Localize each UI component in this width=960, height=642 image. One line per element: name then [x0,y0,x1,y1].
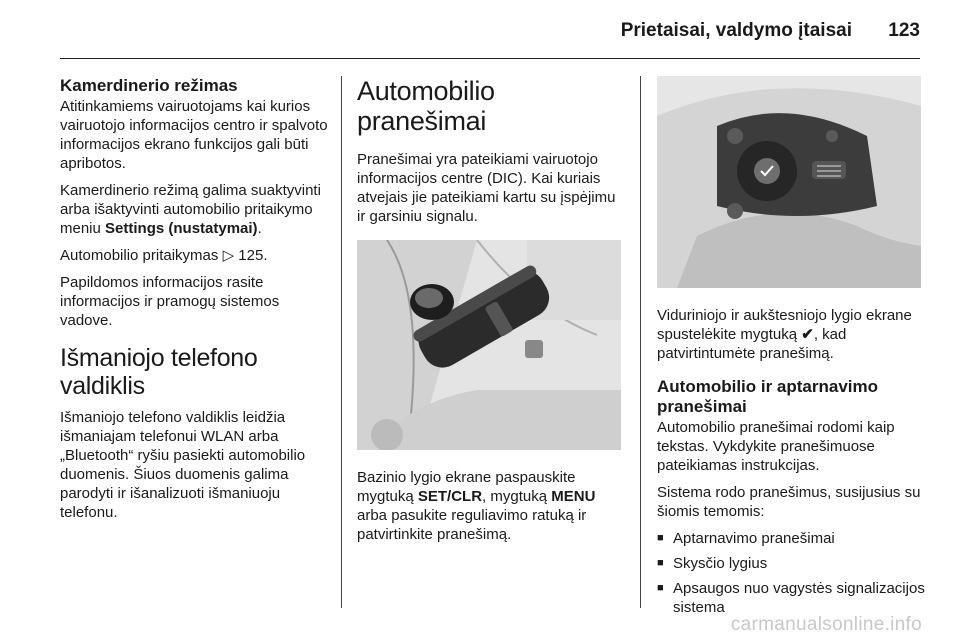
list-item: ■ Apsaugos nuo vagystės signalizacijos sistema [657,579,927,617]
page-reference: 125 [238,247,264,264]
page-header [0,0,960,60]
checkmark-icon: ✔ [801,326,814,343]
heading-vehicle-service-messages: Automobilio ir aptarnavimo pranešimai [657,377,879,416]
heading-vehicle-messages: Automobilio pranešimai [357,76,495,136]
triangle-reference-icon: ▷ [222,247,235,264]
menu-button-label: MENU [551,488,596,505]
set-clr-label: SET/CLR [417,488,483,505]
paragraph: Papildomos informacijos rasite informacijos ir pramogų sistemos vadove. [60,274,280,329]
watermark: carmanualsonline.info [730,614,922,635]
paragraph: Bazinio lygio ekrane paspauskite mygtuką SET/CLR, mygtuką MENU arba pasukite reguliavimo ratuką ir patvirtinkite pranešimą. [357,469,596,543]
header-rule [60,58,920,59]
paragraph: Atitinkamiems vairuotojams kai kurios vairuotojo informacijos centro ir spalvoto informacijos ekrano funkcijos gali būti apribotos. [60,98,328,172]
paragraph: Kamerdinerio režimą galima suaktyvinti arba išaktyvinti automobilio pritaikymo meniu Settings (nustatymai). [60,182,321,237]
paragraph: Sistema rodo pranešimus, susijusius su šiomis temomis: [657,484,921,520]
page-title: Prietaisai, valdymo įtaisai [620,20,852,41]
bullet-list [657,529,927,617]
paragraph: Automobilio pranešimai rodomi kaip tekstas. Vykdykite pranešimuose pateikiamas instrukcijas. [657,419,895,474]
column-3 [657,76,927,623]
paragraph: Pranešimai yra pateikiami vairuotojo informacijos centre (DIC). Kai kuriais atvejais jie pateikiami kartu su įspėjimu ir garsiniu signalu. [357,151,616,225]
paragraph: Automobilio pritaikymas ▷ 125. [60,247,268,264]
page-number: 123 [888,20,920,41]
paragraph: Išmaniojo telefono valdiklis leidžia išmaniajam telefonui WLAN arba „Bluetooth“ ryšiu pasiekti automobilio duomenis. Šiuos duomenis galima parodyti ir išanalizuoti išmaniuoju telefonu. [60,409,306,521]
heading-smartphone-controller: Išmaniojo telefono valdiklis [60,344,258,400]
heading-valet-mode: Kamerdinerio režimas [60,76,238,95]
list-item: ■ Aptarnavimo pranešimai [657,529,927,548]
column-2 [357,76,627,552]
steering-wheel-controls-image [657,76,921,288]
paragraph: Viduriniojo ir aukštesniojo lygio ekrane spustelėkite mygtuką ✔, kad patvirtintumėte pranešimą. [657,307,912,362]
list-item: ■ Skysčio lygius [657,554,927,573]
column-1 [60,76,328,530]
column-divider [640,76,641,608]
menu-label: Settings (nustatymai) [105,220,258,237]
turn-signal-lever-image [357,240,621,450]
column-divider [341,76,342,608]
